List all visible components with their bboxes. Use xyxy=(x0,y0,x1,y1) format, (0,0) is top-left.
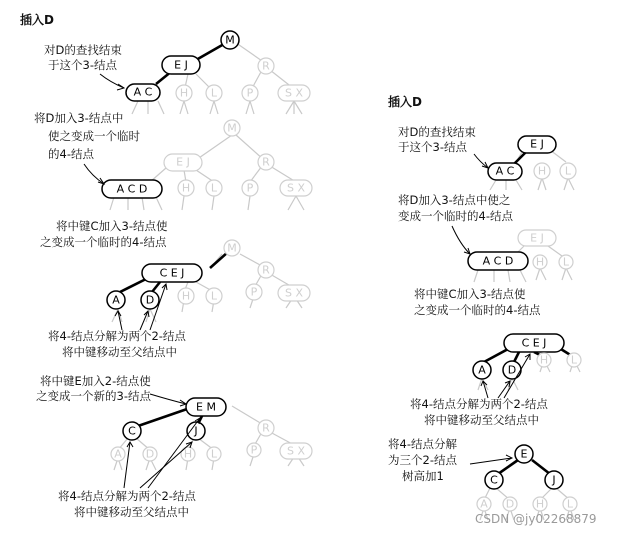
node-EJ: E J xyxy=(176,155,190,169)
right-step3-tree xyxy=(473,334,581,390)
node-D: D xyxy=(505,497,515,511)
node-R: R xyxy=(262,59,270,73)
right-step1-tree xyxy=(488,136,576,190)
label-line: 对D的查找结束 xyxy=(398,125,476,139)
label-line: 于这个3-结点 xyxy=(48,58,117,72)
node-ACD: A C D xyxy=(116,182,148,196)
left-step4-tree xyxy=(111,398,312,470)
node-A: A xyxy=(480,497,488,511)
node-H: H xyxy=(537,164,547,178)
label-line: 之变成一个临时的4-结点 xyxy=(414,303,541,317)
label-line: 之变成一个新的3-结点 xyxy=(36,389,151,403)
label-line: 将中键E加入2-结点使 xyxy=(40,374,151,388)
label-line: 于这个3-结点 xyxy=(398,140,467,154)
left-step2-label xyxy=(34,111,140,184)
right-step4-tree xyxy=(477,445,577,520)
node-L: L xyxy=(562,255,570,269)
node-A: A xyxy=(478,363,486,377)
node-ACD: A C D xyxy=(482,254,514,268)
watermark: CSDN @jy02268879 xyxy=(475,512,597,526)
node-P: P xyxy=(250,443,258,457)
right-step3-label xyxy=(410,287,548,427)
left-step3-label xyxy=(40,219,186,359)
label-line: 将中键移动至父结点中 xyxy=(62,345,177,359)
node-D: D xyxy=(145,293,155,307)
node-H: H xyxy=(535,497,545,511)
label-line: 将D加入3-结点中 xyxy=(34,111,124,125)
node-H: H xyxy=(183,447,193,461)
node-SX: S X xyxy=(284,286,304,300)
node-L: L xyxy=(210,289,218,303)
node-L: L xyxy=(210,447,218,461)
label-line: 将中键移动至父结点中 xyxy=(424,413,539,427)
node-R: R xyxy=(262,421,270,435)
label-line: 对D的查找结束 xyxy=(44,43,122,57)
node-L: L xyxy=(210,181,218,195)
node-EJ: E J xyxy=(530,231,544,245)
label-line: 树高加1 xyxy=(402,469,444,483)
node-H: H xyxy=(539,353,549,367)
node-L: L xyxy=(566,497,574,511)
right-step1-label xyxy=(398,125,488,168)
node-H: H xyxy=(179,86,189,100)
label-line: 使之变成一个临时 xyxy=(48,129,140,143)
node-H: H xyxy=(181,289,191,303)
right-step2-tree xyxy=(468,230,573,282)
label-line: 将4-结点分解 xyxy=(388,437,457,451)
node-J: J xyxy=(552,473,556,487)
left-step1-tree xyxy=(126,31,310,114)
label-line: 将中键移动至父结点中 xyxy=(74,505,189,519)
node-P: P xyxy=(250,285,258,299)
node-CEJ: C E J xyxy=(159,266,185,280)
node-SX: S X xyxy=(286,181,306,195)
node-M: M xyxy=(225,33,235,47)
node-P: P xyxy=(246,181,254,195)
node-M: M xyxy=(227,241,237,255)
left-step3-tree xyxy=(107,240,310,322)
label-line: 将D加入3-结点中使之 xyxy=(398,193,511,207)
label-line: 将4-结点分解为两个2-结点 xyxy=(410,397,548,411)
label-line: 为三个2-结点 xyxy=(388,453,457,467)
right-step2-label xyxy=(398,193,513,254)
label-line: 变成一个临时的4-结点 xyxy=(398,209,513,223)
node-H: H xyxy=(181,181,191,195)
left-step1-label xyxy=(44,43,124,90)
node-E: E xyxy=(520,447,528,461)
node-A: A xyxy=(112,293,120,307)
node-A: A xyxy=(114,447,122,461)
label-line: 将中键C加入3-结点使 xyxy=(56,219,168,233)
node-CEJ: C E J xyxy=(521,336,547,350)
node-J: J xyxy=(194,424,198,438)
node-SX: S X xyxy=(286,444,306,458)
label-line: 将4-结点分解为两个2-结点 xyxy=(58,489,196,503)
node-AC: A C xyxy=(133,85,153,99)
node-R: R xyxy=(262,263,270,277)
node-EM: E M xyxy=(196,400,216,414)
node-L: L xyxy=(564,164,572,178)
label-line: 将4-结点分解为两个2-结点 xyxy=(48,329,186,343)
right-heading: 插入D xyxy=(388,95,422,109)
node-L: L xyxy=(570,353,578,367)
node-C: C xyxy=(490,473,498,487)
node-C: C xyxy=(128,424,136,438)
label-line: 将中键C加入3-结点使 xyxy=(414,287,526,301)
node-EJ: E J xyxy=(530,137,544,151)
node-L: L xyxy=(210,86,218,100)
left-heading: 插入D xyxy=(20,13,54,27)
node-P: P xyxy=(246,86,254,100)
node-AC: A C xyxy=(495,164,515,178)
node-M: M xyxy=(227,121,237,135)
node-H: H xyxy=(535,255,545,269)
node-R: R xyxy=(262,155,270,169)
node-D: D xyxy=(145,447,155,461)
node-EJ: E J xyxy=(174,58,188,72)
node-D: D xyxy=(507,363,517,377)
label-line: 之变成一个临时的4-结点 xyxy=(40,235,167,249)
label-line: 的4-结点 xyxy=(48,147,94,161)
node-SX: S X xyxy=(284,86,304,100)
